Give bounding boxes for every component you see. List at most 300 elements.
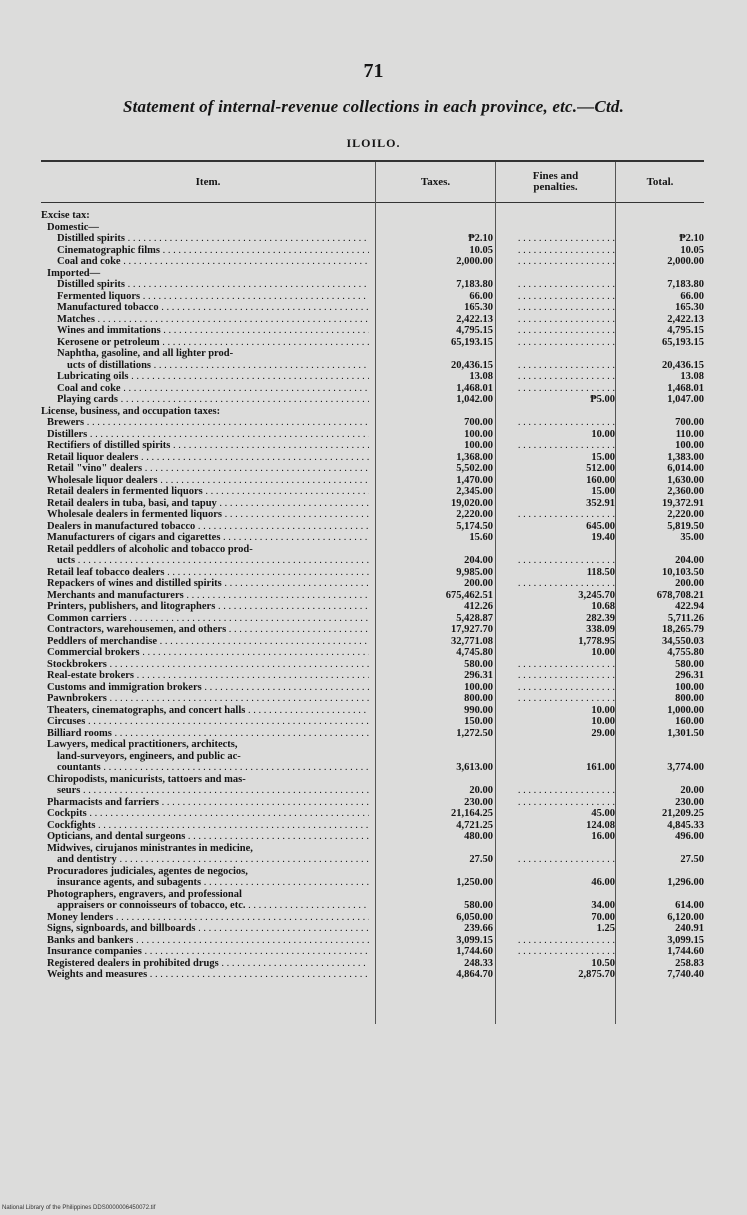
- table-row: [41, 659, 704, 671]
- row-total-value: 7,740.40: [667, 969, 704, 980]
- row-total-value: ₱2.10: [679, 233, 704, 244]
- row-fines-value: 161.00: [586, 762, 615, 773]
- row-taxes-value: 700.00: [464, 417, 493, 428]
- row-fines-value: [497, 371, 615, 382]
- table-row: [41, 222, 704, 234]
- table-row: [41, 268, 704, 280]
- table-row: [41, 728, 704, 740]
- row-item-label: Insurance companies . . .: [47, 946, 369, 957]
- table-row: [41, 371, 704, 383]
- table-row: [41, 843, 704, 855]
- table-row: [41, 521, 704, 533]
- row-fines-value: 29.00: [591, 727, 615, 739]
- row-taxes-value: 4,721.25: [456, 819, 493, 831]
- row-item-label: Rectifiers of distilled spirits . . .: [47, 440, 369, 451]
- row-item-label: Retail peddlers of alcoholic and tobacco prod-: [47, 543, 253, 555]
- row-taxes-value: 5,502.00: [456, 463, 493, 474]
- row-taxes-value: 230.00: [464, 796, 493, 808]
- row-taxes-value: 200.00: [464, 578, 493, 589]
- table-row: [41, 820, 704, 832]
- row-item-label: Fermented liquors . . .: [57, 291, 369, 302]
- table-row: [41, 647, 704, 659]
- table-row: [41, 624, 704, 636]
- row-fines-value: 10.00: [591, 704, 615, 716]
- row-total-value: 35.00: [680, 532, 704, 543]
- row-item-label: Procuradores judiciales, agentes de negocios,: [47, 865, 248, 877]
- row-fines-value: 70.00: [591, 911, 615, 923]
- row-item-label: Manufactured tobacco . . .: [57, 302, 369, 313]
- row-total-value: 6,120.00: [667, 911, 704, 923]
- row-item-label: Cinematographic films . . .: [57, 245, 369, 256]
- table-row: [41, 946, 704, 958]
- row-taxes-value: 675,462.51: [445, 589, 493, 601]
- row-fines-value: [497, 279, 615, 290]
- row-total-value: 20,436.15: [662, 359, 704, 371]
- row-item-label: Distilled spirits . . .: [57, 233, 369, 244]
- row-total-value: 13.08: [680, 371, 704, 382]
- row-fines-value: [497, 555, 615, 566]
- table-row: [41, 509, 704, 521]
- table-row: [41, 935, 704, 947]
- row-item-label: Contractors, warehousemen, and others . . .: [47, 624, 369, 635]
- row-total-value: 165.30: [675, 302, 704, 313]
- row-fines-value: 16.00: [591, 831, 615, 842]
- row-item-label: Theaters, cinematographs, and concert halls . . .: [47, 705, 369, 716]
- row-item-label: Retail "vino" dealers . . .: [47, 463, 369, 474]
- row-fines-value: 10.00: [591, 716, 615, 727]
- row-fines-value: 10.00: [591, 647, 615, 658]
- row-total-value: 6,014.00: [667, 463, 704, 474]
- province-subheading: ILOILO.: [346, 136, 401, 150]
- table-row: [41, 383, 704, 395]
- table-row: [41, 360, 704, 372]
- row-fines-value: 15.00: [591, 486, 615, 497]
- row-taxes-value: 21,164.25: [451, 808, 493, 819]
- row-item-label: Wholesale liquor dealers . . .: [47, 475, 369, 486]
- row-taxes-value: 3,099.15: [456, 934, 493, 946]
- row-item-label: insurance agents, and subagents . . .: [57, 877, 369, 888]
- row-total-value: 4,755.80: [667, 647, 704, 658]
- row-total-value: 496.00: [675, 831, 704, 842]
- row-total-value: 258.83: [675, 957, 704, 969]
- row-fines-value: ₱5.00: [590, 394, 615, 405]
- row-total-value: 1,296.00: [667, 877, 704, 888]
- row-taxes-value: 1,250.00: [456, 877, 493, 888]
- row-taxes-value: 13.08: [469, 371, 493, 382]
- row-taxes-value: 1,042.00: [456, 394, 493, 405]
- row-total-value: 2,220.00: [667, 509, 704, 520]
- row-taxes-value: 7,183.80: [456, 279, 493, 290]
- row-fines-value: [497, 302, 615, 313]
- row-item-label: Pawnbrokers . . .: [47, 693, 369, 704]
- table-row: [41, 912, 704, 924]
- row-total-value: 1,047.00: [667, 394, 704, 405]
- row-item-label: Merchants and manufacturers . . .: [47, 590, 369, 601]
- row-fines-value: [497, 578, 615, 589]
- row-total-value: 200.00: [675, 578, 704, 589]
- row-fines-value: 2,875.70: [578, 969, 615, 980]
- row-taxes-value: 239.66: [464, 923, 493, 934]
- row-taxes-value: 150.00: [464, 716, 493, 727]
- row-taxes-value: 27.50: [469, 854, 493, 865]
- row-taxes-value: 2,345.00: [456, 486, 493, 497]
- row-fines-value: [497, 659, 615, 670]
- row-total-value: 66.00: [680, 290, 704, 302]
- table-row: [41, 831, 704, 843]
- row-fines-value: [497, 785, 615, 796]
- table-row: [41, 279, 704, 291]
- table-row: [41, 325, 704, 337]
- row-item-label: Domestic—: [47, 221, 99, 233]
- row-total-value: 4,845.33: [667, 819, 704, 831]
- row-total-value: 230.00: [675, 796, 704, 808]
- row-item-label: Wines and immitations . . .: [57, 325, 369, 336]
- row-taxes-value: 5,428.87: [456, 612, 493, 624]
- table-row: [41, 785, 704, 797]
- table-row: [41, 440, 704, 452]
- row-item-label: Matches . . .: [57, 314, 369, 325]
- row-fines-value: [497, 314, 615, 325]
- row-total-value: 27.50: [680, 854, 704, 865]
- row-item-label: Lawyers, medical practitioners, architects,: [47, 739, 238, 750]
- row-taxes-value: 4,864.70: [456, 969, 493, 980]
- row-fines-value: 34.00: [591, 900, 615, 911]
- row-item-label: Real-estate brokers . . .: [47, 670, 369, 681]
- row-total-value: 296.31: [675, 670, 704, 681]
- row-taxes-value: 32,771.08: [451, 635, 493, 647]
- table-row: [41, 693, 704, 705]
- row-taxes-value: 5,174.50: [456, 520, 493, 532]
- row-total-value: 700.00: [675, 417, 704, 428]
- header-item: Item.: [195, 175, 221, 188]
- row-total-value: 7,183.80: [667, 279, 704, 290]
- row-total-value: 5,819.50: [667, 520, 704, 532]
- row-total-value: 1,383.00: [667, 451, 704, 463]
- row-taxes-value: 3,613.00: [456, 762, 493, 773]
- table-row: [41, 337, 704, 349]
- table-row: [41, 590, 704, 602]
- row-fines-value: 10.00: [591, 428, 615, 440]
- row-item-label: seurs . . .: [57, 785, 369, 796]
- row-total-value: 2,000.00: [667, 256, 704, 267]
- row-item-label: License, business, and occupation taxes:: [41, 405, 221, 417]
- row-fines-value: 10.50: [591, 957, 615, 969]
- row-fines-value: 1.25: [596, 923, 615, 934]
- table-row: [41, 394, 704, 406]
- table-row: [41, 854, 704, 866]
- row-total-value: 240.91: [675, 923, 704, 934]
- row-fines-value: 46.00: [591, 877, 615, 888]
- row-taxes-value: 580.00: [464, 900, 493, 911]
- row-taxes-value: 10.05: [469, 244, 493, 256]
- row-item-label: Manufacturers of cigars and cigarettes . . .: [47, 532, 369, 543]
- row-fines-value: 45.00: [591, 808, 615, 819]
- row-total-value: 614.00: [675, 900, 704, 911]
- row-taxes-value: 100.00: [464, 681, 493, 693]
- row-total-value: 2,422.13: [667, 313, 704, 325]
- table-row: [41, 417, 704, 429]
- table-row: [41, 314, 704, 326]
- row-item-label: Wholesale dealers in fermented liquors . . .: [47, 509, 369, 520]
- row-taxes-value: 412.26: [464, 601, 493, 612]
- row-taxes-value: 990.00: [464, 704, 493, 716]
- row-total-value: 422.94: [675, 601, 704, 612]
- row-item-label: ucts . . .: [57, 555, 369, 566]
- row-item-label: Commercial brokers . . .: [47, 647, 369, 658]
- row-total-value: 1,000.00: [667, 704, 704, 716]
- row-item-label: Brewers . . .: [47, 417, 369, 428]
- row-item-label: Coal and coke . . .: [57, 383, 369, 394]
- row-taxes-value: 20,436.15: [451, 359, 493, 371]
- row-item-label: Distillers . . .: [47, 429, 369, 440]
- row-item-label: Customs and immigration brokers . . .: [47, 682, 369, 693]
- row-item-label: Retail dealers in tuba, basi, and tapuy . . .: [47, 498, 369, 509]
- row-item-label: Repackers of wines and distilled spirits . . .: [47, 578, 369, 589]
- row-item-label: Pharmacists and farriers . . .: [47, 797, 369, 808]
- row-item-label: Lubricating oils . . .: [57, 371, 369, 382]
- row-taxes-value: 17,927.70: [451, 624, 493, 635]
- table-row: [41, 245, 704, 257]
- row-total-value: 34,550.03: [662, 635, 704, 647]
- row-fines-value: [497, 682, 615, 693]
- row-item-label: Cockpits . . .: [47, 808, 369, 819]
- table-row: [41, 302, 704, 314]
- row-fines-value: 160.00: [586, 474, 615, 486]
- row-fines-value: [497, 233, 615, 244]
- row-taxes-value: 19,020.00: [451, 497, 493, 509]
- table-row: [41, 601, 704, 613]
- row-fines-value: 3,245.70: [578, 589, 615, 601]
- table-row: [41, 475, 704, 487]
- row-item-label: Circuses . . .: [47, 716, 369, 727]
- table-row: [41, 716, 704, 728]
- row-fines-value: 645.00: [586, 520, 615, 532]
- row-taxes-value: 480.00: [464, 831, 493, 842]
- row-taxes-value: 9,985.00: [456, 566, 493, 578]
- row-taxes-value: 248.33: [464, 957, 493, 969]
- row-total-value: 1,468.01: [667, 382, 704, 394]
- table-row: [41, 452, 704, 464]
- table-row: [41, 969, 704, 981]
- row-item-label: Retail liquor dealers . . .: [47, 452, 369, 463]
- row-fines-value: 338.09: [586, 624, 615, 635]
- row-taxes-value: 66.00: [469, 290, 493, 302]
- row-item-label: Signs, signboards, and billboards . . .: [47, 923, 369, 934]
- row-total-value: 65,193.15: [662, 336, 704, 348]
- table-row: [41, 889, 704, 901]
- header-fines: [496, 162, 615, 202]
- row-total-value: 1,301.50: [667, 727, 704, 739]
- row-fines-value: [497, 256, 615, 267]
- table-row: [41, 578, 704, 590]
- row-item-label: Money lenders . . .: [47, 912, 369, 923]
- table-row: [41, 291, 704, 303]
- row-taxes-value: 1,470.00: [456, 474, 493, 486]
- row-item-label: Common carriers . . .: [47, 613, 369, 624]
- row-fines-value: [497, 693, 615, 704]
- row-fines-value: [497, 935, 615, 946]
- row-fines-value: 512.00: [586, 463, 615, 474]
- header-bottom-rule: [41, 202, 704, 203]
- row-item-label: Retail leaf tobacco dealers . . .: [47, 567, 369, 578]
- page-heading: Statement of internal-revenue collections in each province, etc.—Ctd.: [122, 97, 625, 116]
- row-total-value: 1,744.60: [667, 946, 704, 957]
- row-taxes-value: 20.00: [469, 785, 493, 796]
- table-row: [41, 256, 704, 268]
- row-item-label: Printers, publishers, and litographers . . .: [47, 601, 369, 612]
- row-taxes-value: 1,744.60: [456, 946, 493, 957]
- row-item-label: Chiropodists, manicurists, tattoers and mas-: [47, 773, 246, 785]
- row-taxes-value: ₱2.10: [468, 233, 493, 244]
- row-item-label: Banks and bankers . . .: [47, 935, 369, 946]
- row-total-value: 204.00: [675, 555, 704, 566]
- row-taxes-value: 2,000.00: [456, 256, 493, 267]
- row-total-value: 3,774.00: [667, 762, 704, 773]
- row-total-value: 580.00: [675, 658, 704, 670]
- row-fines-value: [497, 854, 615, 865]
- table-row: [41, 532, 704, 544]
- row-total-value: 2,360.00: [667, 486, 704, 497]
- row-item-label: Peddlers of merchandise . . .: [47, 636, 369, 647]
- row-fines-value: [497, 797, 615, 808]
- row-fines-value: [497, 360, 615, 371]
- row-total-value: 110.00: [675, 428, 704, 440]
- table-row: [41, 877, 704, 889]
- table-row: [41, 348, 704, 360]
- row-fines-value: [497, 417, 615, 428]
- row-item-label: and dentistry . . .: [57, 854, 369, 865]
- row-fines-value: [497, 325, 615, 336]
- row-total-value: 3,099.15: [667, 934, 704, 946]
- row-item-label: Distilled spirits . . .: [57, 279, 369, 290]
- table-row: [41, 762, 704, 774]
- row-total-value: 19,372.91: [662, 497, 704, 509]
- row-taxes-value: 204.00: [464, 555, 493, 566]
- table-row: [41, 797, 704, 809]
- row-item-label: appraisers or connoisseurs of tobacco, etc. . . .: [57, 900, 369, 911]
- row-fines-value: 124.08: [586, 819, 615, 831]
- table-row: [41, 900, 704, 912]
- table-row: [41, 739, 704, 751]
- row-taxes-value: 100.00: [464, 440, 493, 451]
- row-fines-value: 15.00: [591, 451, 615, 463]
- table-row: [41, 866, 704, 878]
- row-item-label: Cockfights . . .: [47, 820, 369, 831]
- row-fines-value: [497, 337, 615, 348]
- row-taxes-value: 2,422.13: [456, 313, 493, 325]
- row-fines-value: 19.40: [591, 532, 615, 543]
- row-taxes-value: 165.30: [464, 302, 493, 313]
- row-item-label: Weights and measures . . .: [47, 969, 369, 980]
- row-taxes-value: 1,272.50: [456, 727, 493, 739]
- table-row: [41, 682, 704, 694]
- row-fines-value: 282.39: [586, 612, 615, 624]
- row-total-value: 678,708.21: [656, 589, 704, 601]
- row-total-value: 160.00: [675, 716, 704, 727]
- row-taxes-value: 15.60: [469, 532, 493, 543]
- table-row: [41, 636, 704, 648]
- row-fines-value: [497, 383, 615, 394]
- table-row: [41, 670, 704, 682]
- row-taxes-value: 100.00: [464, 428, 493, 440]
- row-item-label: Midwives, cirujanos ministrantes in medicine,: [47, 842, 253, 854]
- table-row: [41, 463, 704, 475]
- row-item-label: Kerosene or petroleum . . .: [57, 337, 369, 348]
- row-total-value: 100.00: [675, 440, 704, 451]
- row-taxes-value: 580.00: [464, 658, 493, 670]
- table-row: [41, 774, 704, 786]
- table-row: [41, 429, 704, 441]
- header-fines-line2: penalties.: [533, 181, 578, 193]
- row-taxes-value: 6,050.00: [456, 911, 493, 923]
- row-total-value: 4,795.15: [667, 325, 704, 336]
- table-row: [41, 210, 704, 222]
- row-fines-value: 10.68: [591, 601, 615, 612]
- scan-footer: National Library of the Philippines DDS0000006450072.tif: [2, 1205, 156, 1211]
- row-item-label: ucts of distillations . . .: [67, 360, 369, 371]
- row-item-label: Imported—: [47, 267, 101, 279]
- table-row: [41, 555, 704, 567]
- row-fines-value: [497, 440, 615, 451]
- row-fines-value: [497, 291, 615, 302]
- row-fines-value: 118.50: [586, 566, 615, 578]
- row-fines-value: 352.91: [586, 497, 615, 509]
- header-fines-line1: Fines and: [532, 170, 579, 182]
- row-total-value: 20.00: [680, 785, 704, 796]
- row-fines-value: [497, 670, 615, 681]
- row-total-value: 100.00: [675, 681, 704, 693]
- row-total-value: 21,209.25: [662, 808, 704, 819]
- row-taxes-value: 296.31: [464, 670, 493, 681]
- row-fines-value: [497, 245, 615, 256]
- row-item-label: Opticians, and dental surgeons . . .: [47, 831, 369, 842]
- row-item-label: Naphtha, gasoline, and all lighter prod-: [57, 348, 234, 359]
- row-item-label: Coal and coke . . .: [57, 256, 369, 267]
- header-total: Total.: [646, 175, 674, 188]
- table-row: [41, 498, 704, 510]
- table-row: [41, 406, 704, 418]
- row-fines-value: [497, 509, 615, 520]
- table-row: [41, 923, 704, 935]
- row-taxes-value: 65,193.15: [451, 336, 493, 348]
- table-row: [41, 958, 704, 970]
- row-fines-value: [497, 946, 615, 957]
- row-item-label: Billiard rooms . . .: [47, 728, 369, 739]
- row-taxes-value: 800.00: [464, 693, 493, 704]
- row-item-label: land-surveyors, engineers, and public ac-: [57, 750, 241, 762]
- row-total-value: 10,103.50: [662, 566, 704, 578]
- row-fines-value: 1,778.95: [578, 635, 615, 647]
- row-taxes-value: 2,220.00: [456, 509, 493, 520]
- row-total-value: 1,630.00: [667, 474, 704, 486]
- header-taxes: Taxes.: [420, 175, 451, 188]
- row-item-label: Playing cards . . .: [57, 394, 369, 405]
- row-item-label: Registered dealers in prohibited drugs . . .: [47, 958, 369, 969]
- table-row: [41, 233, 704, 245]
- row-item-label: Photographers, engravers, and professional: [47, 888, 242, 900]
- row-taxes-value: 4,795.15: [456, 325, 493, 336]
- table-row: [41, 808, 704, 820]
- row-item-label: Retail dealers in fermented liquors . . .: [47, 486, 369, 497]
- table-row: [41, 705, 704, 717]
- table-row: [41, 486, 704, 498]
- table-row: [41, 613, 704, 625]
- row-item-label: Stockbrokers . . .: [47, 659, 369, 670]
- row-total-value: 5,711.26: [667, 612, 704, 624]
- table-row: [41, 751, 704, 763]
- collections-table: [41, 160, 704, 1024]
- row-item-label: Dealers in manufactured tobacco . . .: [47, 521, 369, 532]
